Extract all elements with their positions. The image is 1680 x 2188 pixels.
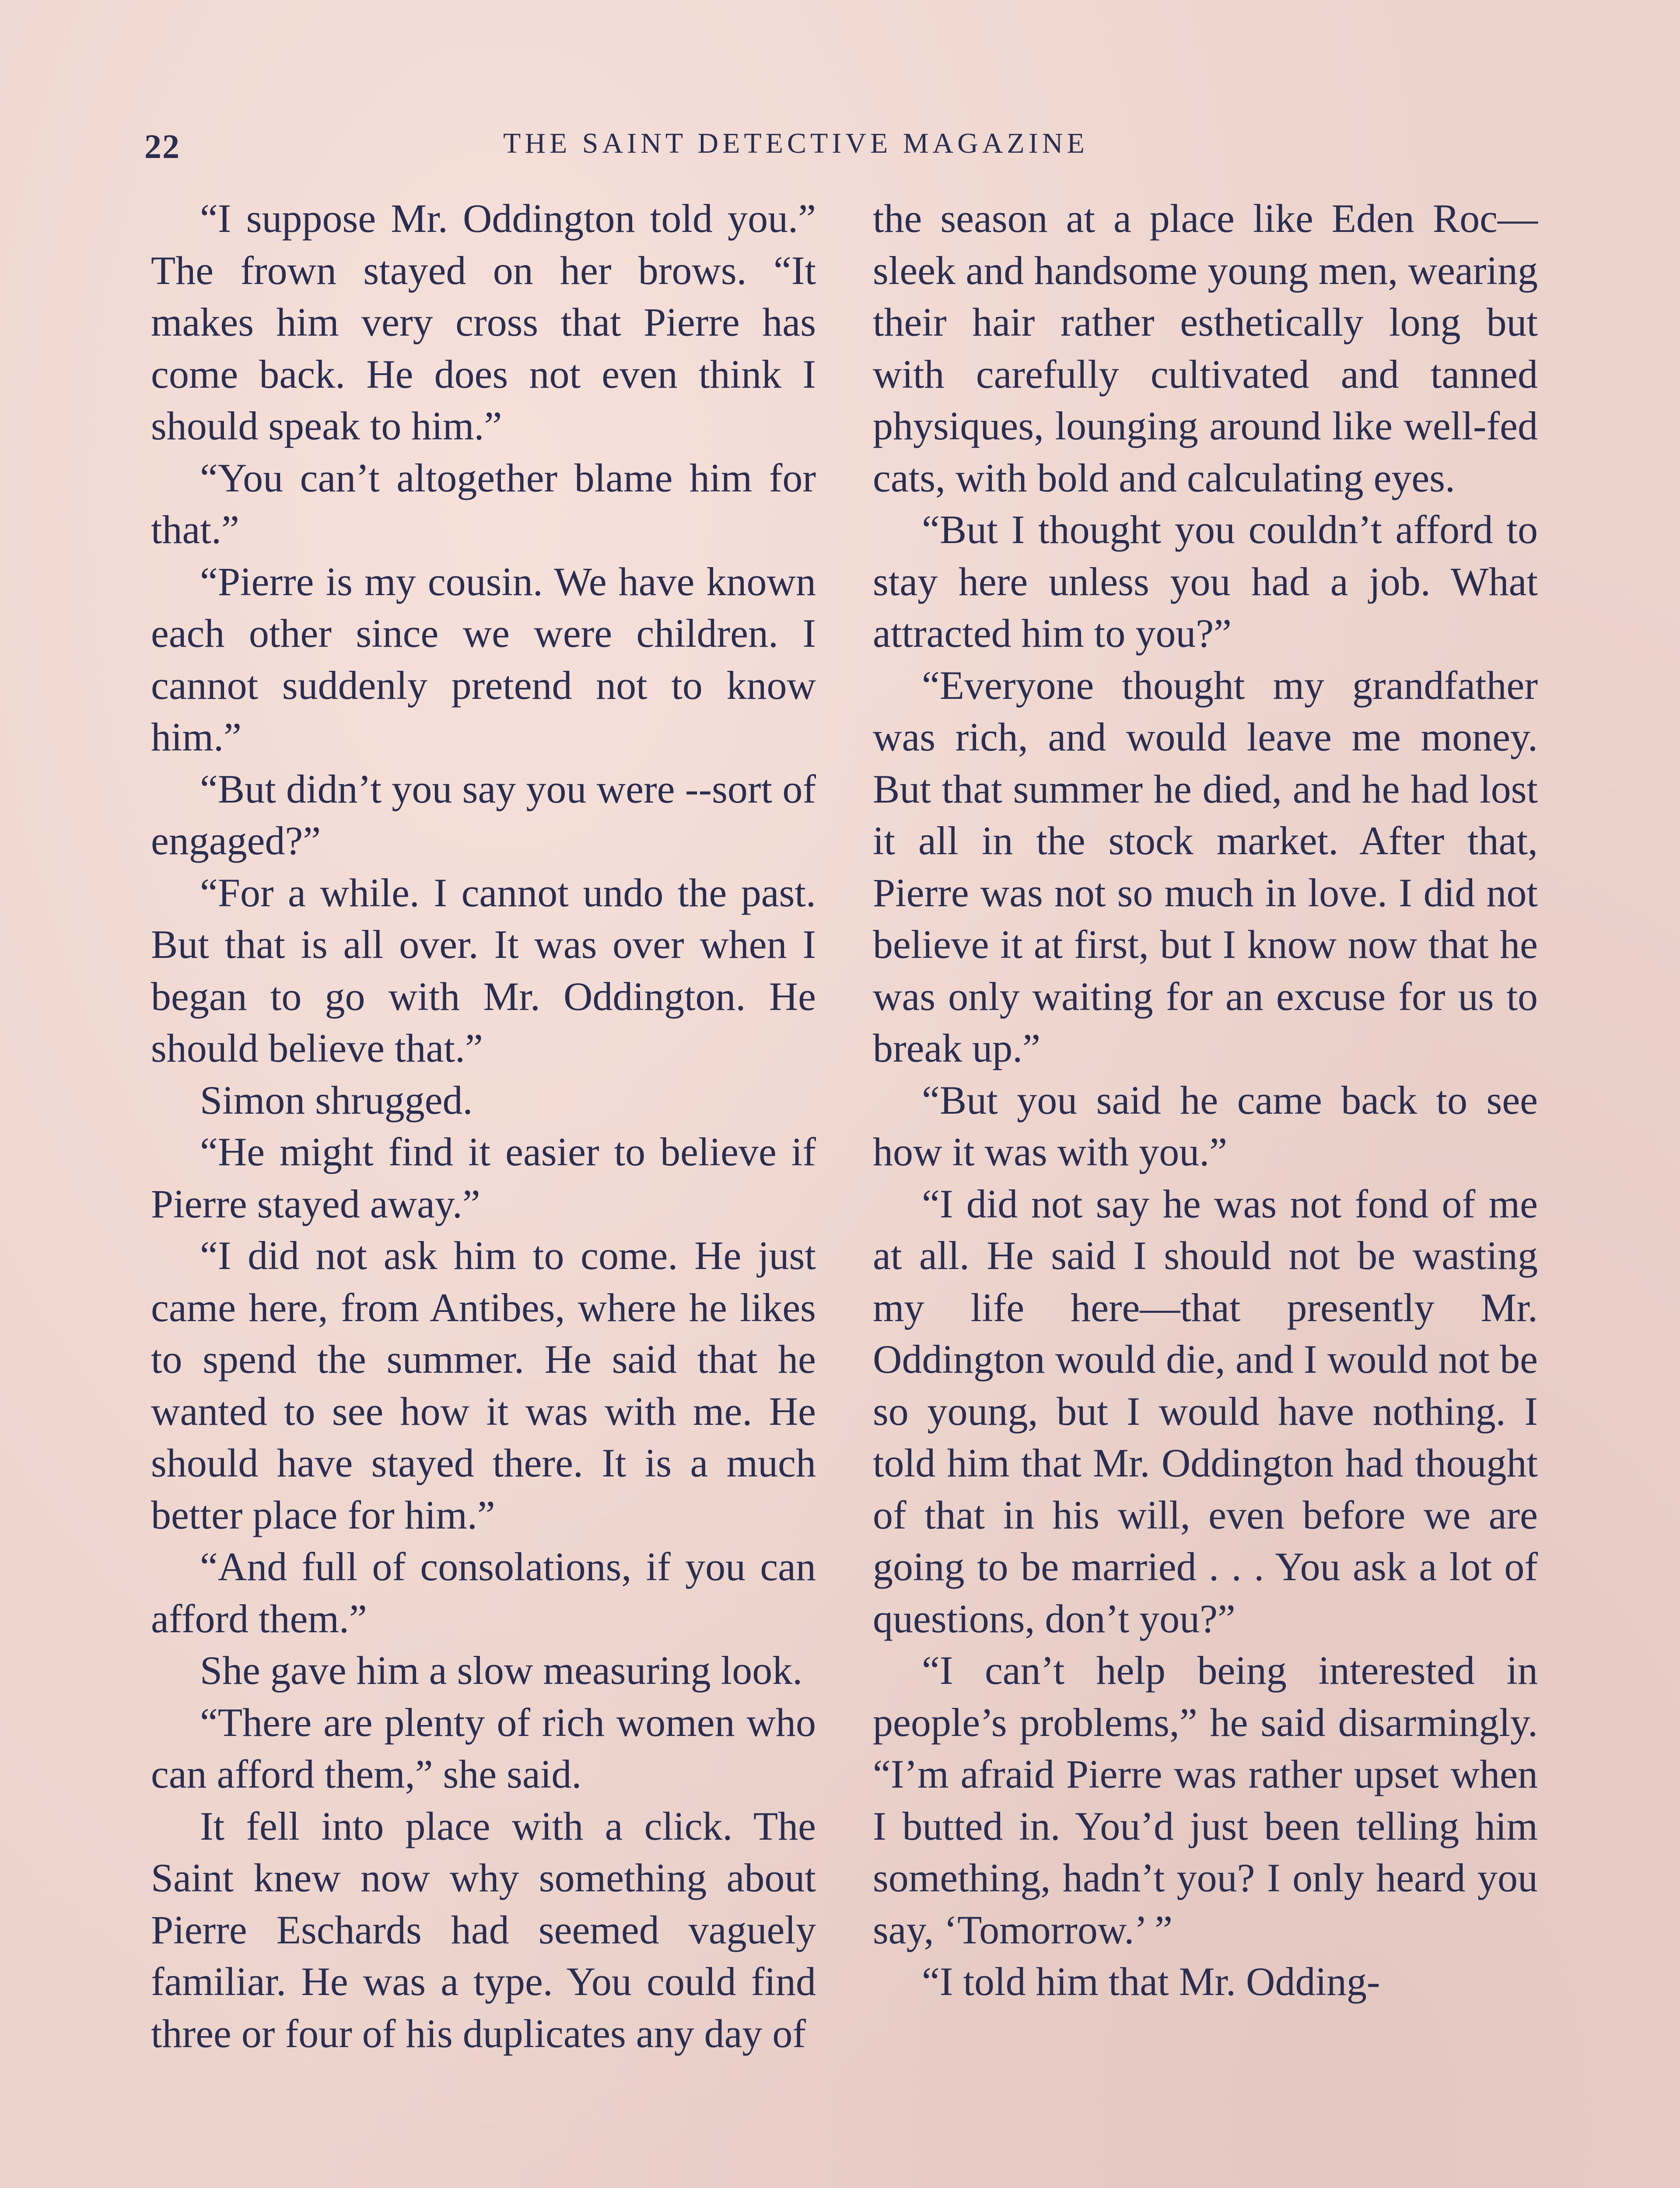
left-column — [151, 193, 816, 2059]
magazine-title: THE SAINT DETECTIVE MAGAZINE — [503, 127, 1088, 159]
paragraph: “But I thought you couldn’t afford to stay here unless you had a job. What attracted him to you?” — [873, 507, 1538, 656]
paragraph: “He might find it easier to believe if Pierre stayed away.” — [151, 1129, 816, 1226]
paragraph: “I did not say he was not fond of me at all. He said I should not be wasting my life here—that presently Mr. Oddington would die, and I would not be so young, but I would have nothing. I told him that Mr. Oddington had thought of that in his will, even before we are going to be married . . . You ask a lot of questions, don’t you?” — [873, 1181, 1538, 1641]
right-column — [873, 193, 1538, 2008]
paragraph: “And full of consolations, if you can afford them.” — [151, 1544, 816, 1641]
paragraph-continued: the season at a place like Eden Roc—sleek and handsome young men, wearing their hair rather esthetically long but with carefully cultivated and tanned physiques, lounging around like well-fed cats, with bold and calculating eyes. — [873, 196, 1538, 500]
running-head — [144, 127, 1536, 175]
paragraph: She gave him a slow measuring look. — [200, 1648, 803, 1693]
paragraph: “Everyone thought my grandfather was rich, and would leave me money. But that summer he died, and he had lost it all in the stock market. After that, Pierre was not so much in love. I did not believe it at first, but I know now that he was only waiting for an excuse for us to break up.” — [873, 663, 1538, 1070]
paragraph: “I told him that Mr. Odding- — [922, 1959, 1380, 2004]
paragraph: “Pierre is my cousin. We have known each other since we were children. I cannot suddenly pretend not to know him.” — [151, 559, 816, 759]
paragraph: “But didn’t you say you were --sort of engaged?” — [151, 766, 816, 863]
paragraph: “There are plenty of rich women who can afford them,” she said. — [151, 1700, 816, 1796]
paragraph: “I can’t help being interested in people’s problems,” he said disarmingly. “I’m afraid Pierre was rather upset when I butted in. You’d just been telling him something, hadn’t you? I only heard you say, ‘Tomorrow.’ ” — [873, 1648, 1538, 1952]
paragraph: “For a while. I cannot undo the past. But that is all over. It was over when I began to go with Mr. Oddington. He should believe that.” — [151, 870, 816, 1070]
paragraph: It fell into place with a click. The Saint knew now why something about Pierre Eschards had seemed vaguely familiar. He was a type. You could find three or four of his duplicates any day of — [151, 1803, 816, 2056]
paragraph: “But you said he came back to see how it was with you.” — [873, 1077, 1538, 1174]
paragraph: “I suppose Mr. Oddington told you.” The frown stayed on her brows. “It makes him very cross that Pierre has come back. He does not even think I should speak to him.” — [151, 196, 816, 448]
page-number: 22 — [144, 127, 180, 165]
paragraph: “I did not ask him to come. He just came here, from Antibes, where he likes to spend the summer. He said that he wanted to see how it was with me. He should have stayed there. It is a much better place for him.” — [151, 1233, 816, 1537]
paragraph: “You can’t altogether blame him for that.” — [151, 455, 816, 552]
paragraph: Simon shrugged. — [200, 1077, 473, 1122]
